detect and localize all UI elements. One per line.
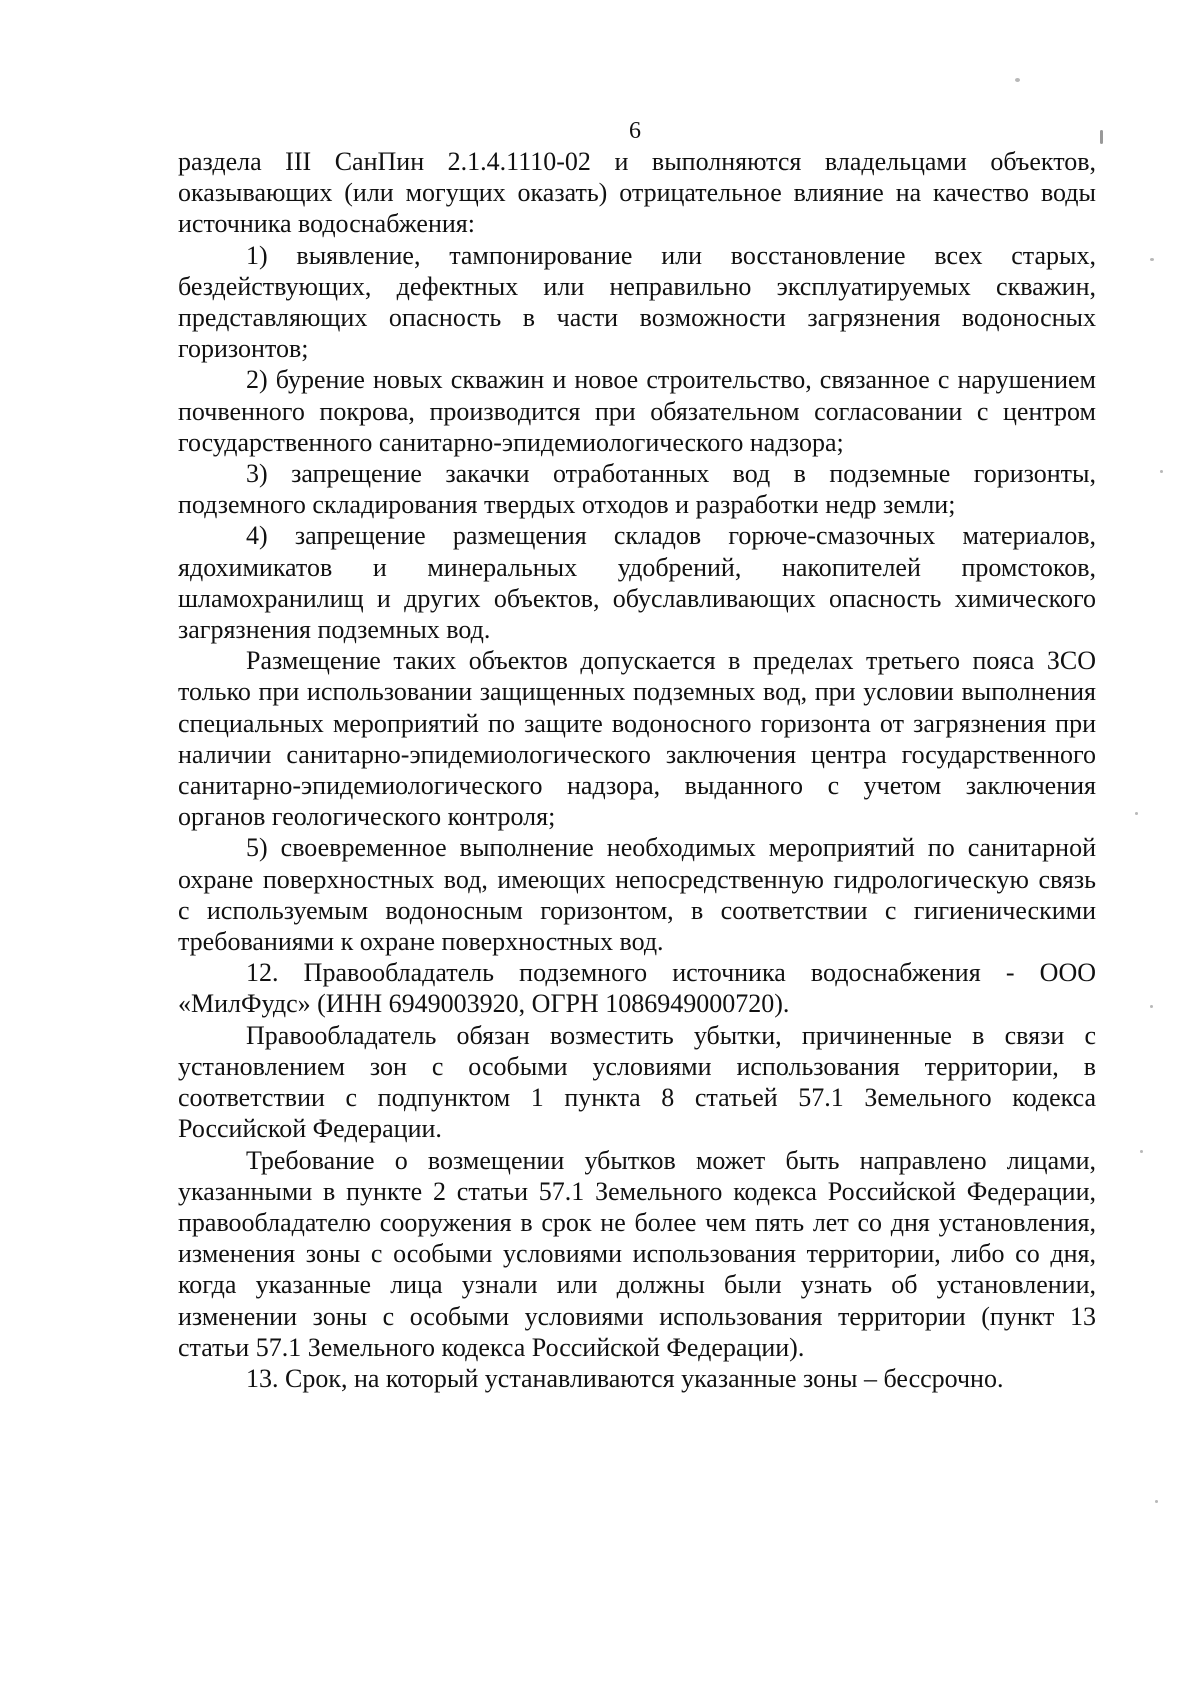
paragraph-compensation-obligation: Правообладатель обязан возместить убытки, причиненные в связи с установлением зон с особыми условиями использования территории, в соответствии с подпунктом 1 пункта 8 статьей 57.1 Земельного кодекса Российской Федерации. [178,1020,1096,1144]
paragraph-section-12: 12. Правообладатель подземного источника водоснабжения - ООО «МилФудс» (ИНН 6949003920, ОГРН 1086949000720). [178,958,1096,1019]
scan-speck [1155,1500,1158,1503]
page-number: 6 [629,118,641,144]
paragraph-compensation-claim: Требование о возмещении убытков может быть направлено лицами, указанными в пункте 2 статьи 57.1 Земельного кодекса Российской Федерации, правообладателю сооружения в срок не более чем пять лет со дня установления, изменения зоны с особыми условиями использования территории, либо со дня, когда указанные лица узнали или должны были узнать об установлении, изменении зоны с особыми условиями использования территории (пункт 13 статьи 57.1 Земельного кодекса Российской Федерации). [178,1145,1096,1362]
paragraph-item-5: 5) своевременное выполнение необходимых мероприятий по санитарной охране поверхностных вод, имеющих непосредственную гидрологическую связь с используемым водоносным горизонтом, в соответствии с гигиеническими требованиями к охране поверхностных вод. [178,833,1096,957]
scan-speck [1140,1150,1143,1153]
scan-speck [1015,78,1020,82]
paragraph-item-3: 3) запрещение закачки отработанных вод в подземные горизонты, подземного складирования твердых отходов и разработки недр земли; [178,459,1096,520]
paragraph-sanpin-continuation: раздела III СанПин 2.1.4.1110-02 и выполняются владельцами объектов, оказывающих (или могущих оказать) отрицательное влияние на качество воды источника водоснабжения: [178,147,1096,239]
paragraph-item-1: 1) выявление, тампонирование или восстановление всех старых, бездействующих, дефектных или неправильно эксплуатируемых скважин, представляющих опасность в части возможности загрязнения водоносных горизонтов; [178,240,1096,364]
scan-speck [1135,812,1138,815]
paragraph-section-13: 13. Срок, на который устанавливаются указанные зоны – бессрочно. [246,1363,1004,1393]
scan-speck [1150,258,1154,261]
paragraph-item-4: 4) запрещение размещения складов горюче-смазочных материалов, ядохимикатов и минеральных удобрений, накопителей промстоков, шламохранилищ и других объектов, обуславливающих опасность химического загрязнения подземных вод. [178,521,1096,645]
paragraph-placement-conditions: Размещение таких объектов допускается в пределах третьего пояса ЗСО только при использовании защищенных подземных вод, при условии выполнения специальных мероприятий по защите водоносного горизонта от загрязнения при наличии санитарно-эпидемиологического заключения центра государственного санитарно-эпидемиологического надзора, выданного с учетом заключения органов геологического контроля; [178,646,1096,832]
paragraph-item-2: 2) бурение новых скважин и новое строительство, связанное с нарушением почвенного покрова, производится при обязательном согласовании с центром государственного санитарно-эпидемиологического надзора; [178,365,1096,457]
scan-speck [1100,130,1103,144]
scan-speck [1160,470,1163,473]
scan-speck [1150,1005,1153,1008]
document-body [178,146,1096,1394]
